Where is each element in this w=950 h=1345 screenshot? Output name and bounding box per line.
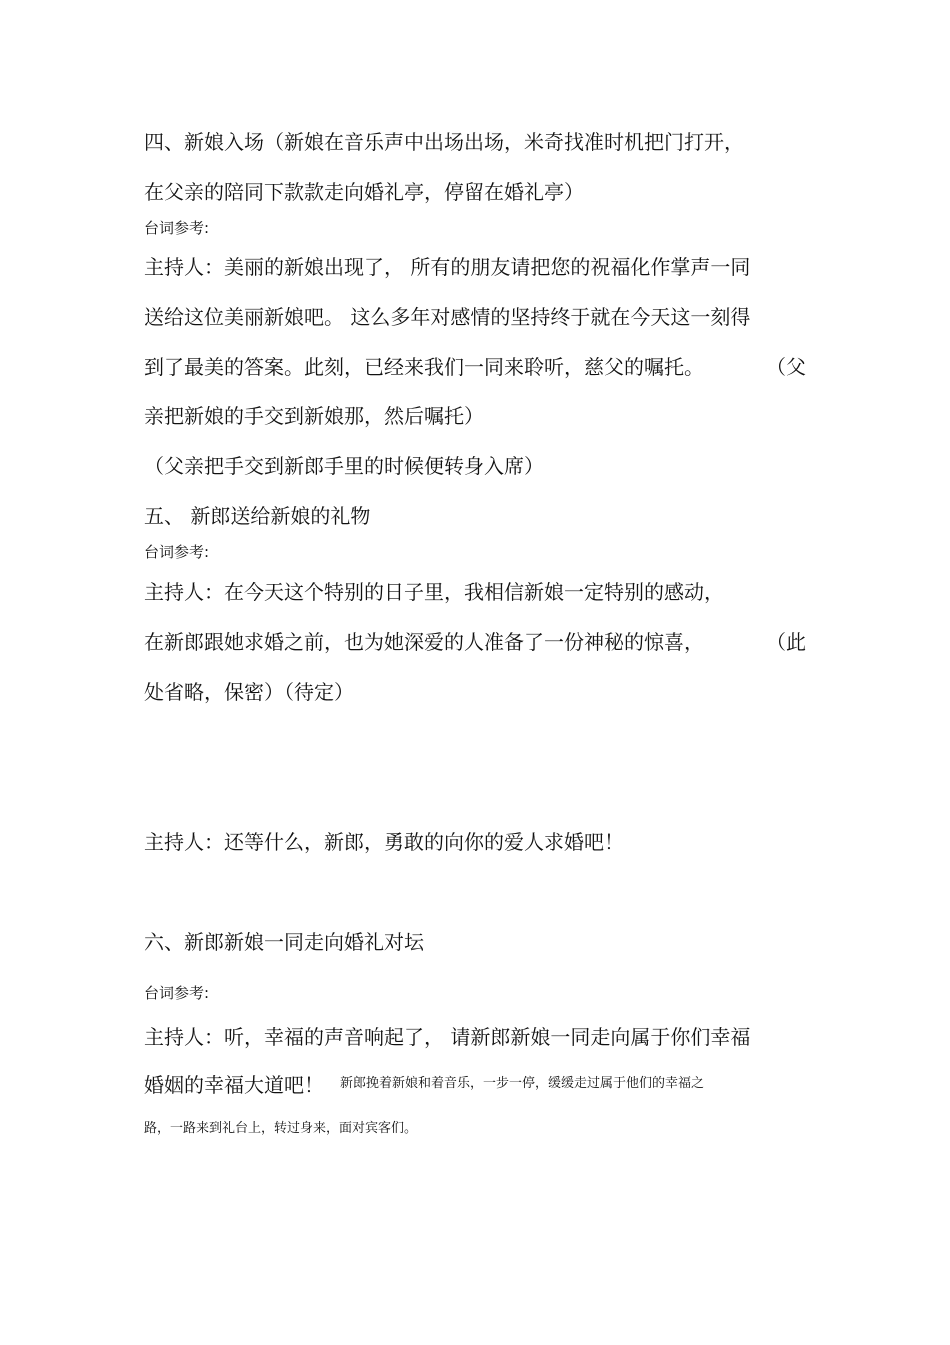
section6-host-line2: 婚姻的幸福大道吧！: [144, 1073, 324, 1097]
section4-host-line2: 送给这位美丽新娘吧。 这么多年对感情的坚持终于就在今天这一刻得: [144, 305, 751, 329]
section5-host-line2-tail: （此: [766, 630, 806, 654]
section6-host-line2-small: 新郎挽着新娘和着音乐，一步一停，缓缓走过属于他们的幸福之: [340, 1076, 705, 1091]
section4-host-line3: 到了最美的答案。此刻，已经来我们一同来聆听，慈父的嘱托。: [144, 355, 704, 379]
section6-script-label: 台词参考:: [144, 984, 210, 1002]
section6-heading: 六、新郎新娘一同走向婚礼对坛: [144, 930, 424, 954]
section4-note: （父亲把手交到新郎手里的时候便转身入席）: [144, 454, 544, 478]
section6-host-line3-small: 路，一路来到礼台上，转过身来，面对宾客们。: [144, 1121, 418, 1136]
section6-host-line1: 主持人：听，幸福的声音响起了， 请新郎新娘一同走向属于你们幸福: [144, 1025, 751, 1049]
section5-script-label: 台词参考:: [144, 543, 210, 561]
section4-heading-line2: 在父亲的陪同下款款走向婚礼亭，停留在婚礼亭）: [144, 180, 584, 204]
section5-host-line2: 在新郎跟她求婚之前，也为她深爱的人准备了一份神秘的惊喜，: [144, 630, 704, 654]
section4-host-line1: 主持人：美丽的新娘出现了， 所有的朋友请把您的祝福化作掌声一同: [144, 255, 751, 279]
section4-script-label: 台词参考:: [144, 219, 210, 237]
section5-host-line4: 主持人：还等什么，新郎，勇敢的向你的爱人求婚吧！: [144, 830, 624, 854]
section5-host-line3: 处省略，保密）（待定）: [144, 680, 354, 704]
section4-host-line4: 亲把新娘的手交到新娘那，然后嘱托）: [144, 404, 484, 428]
section5-heading: 五、 新郎送给新娘的礼物: [144, 504, 371, 528]
section5-host-line1: 主持人：在今天这个特别的日子里，我相信新娘一定特别的感动，: [144, 580, 724, 604]
section4-host-line3-tail: （父: [766, 355, 806, 379]
section4-heading-line1: 四、新娘入场（新娘在音乐声中出场出场，米奇找准时机把门打开，: [144, 130, 744, 154]
